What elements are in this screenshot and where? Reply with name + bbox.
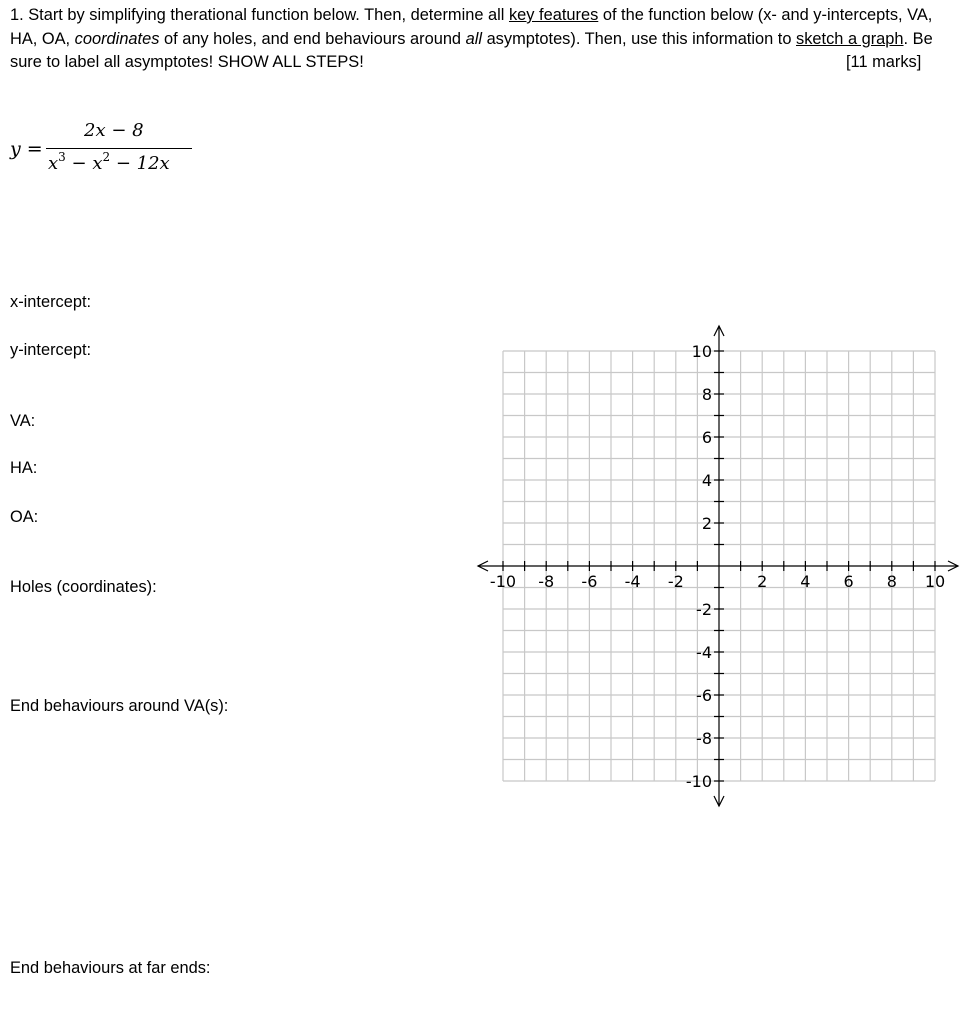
equation-lhs: y = xyxy=(10,138,43,160)
y-tick-label: 6 xyxy=(701,428,712,447)
den-x: x xyxy=(48,153,59,174)
y-tick-label: 2 xyxy=(701,514,712,533)
x-tick-label: 2 xyxy=(757,572,768,591)
y-tick-label: -10 xyxy=(685,772,712,791)
question-part4: asymptotes). Then, use this information to xyxy=(482,29,797,48)
fraction-bar xyxy=(46,148,192,149)
y-axis-top-arrow xyxy=(714,326,724,336)
equation-numerator: 2x − 8 xyxy=(84,120,144,141)
question-part2: of the function below (x- and y-intercepts, VA, HA, OA, xyxy=(10,6,933,48)
y-tick-label: 10 xyxy=(691,342,712,361)
equation-denominator xyxy=(48,151,170,174)
key-features-link: key features xyxy=(508,6,599,24)
sketch-graph-link: sketch a graph xyxy=(796,29,904,48)
x-tick-label: 10 xyxy=(924,572,946,591)
question-part3: of any holes, and end behaviours around xyxy=(159,29,466,48)
x-axis-left-arrow xyxy=(478,561,488,571)
x-tick-label: 6 xyxy=(843,572,854,591)
ha-label: HA: xyxy=(10,459,38,477)
y-tick-label: 4 xyxy=(701,471,712,490)
y-tick-label: -8 xyxy=(696,729,712,748)
question-italic-coordinates: coordinates xyxy=(74,29,160,48)
question-part1: 1. Start by simplifying therational function below. Then, determine all xyxy=(10,6,509,24)
den-exp-3: 3 xyxy=(58,150,66,164)
x-tick-label: -6 xyxy=(581,572,598,591)
den-mid: − x xyxy=(65,153,103,174)
x-tick-label: 4 xyxy=(800,572,811,591)
y-tick-label: -6 xyxy=(696,686,712,705)
holes-label: Holes (coordinates): xyxy=(10,578,157,596)
marks-label: [11 marks] xyxy=(846,53,922,71)
va-label: VA: xyxy=(10,412,36,430)
end-behaviour-va-label: End behaviours around VA(s): xyxy=(10,697,229,715)
x-tick-label: -4 xyxy=(624,572,641,591)
x-tick-label: 8 xyxy=(886,572,897,591)
y-intercept-label: y-intercept: xyxy=(10,341,92,359)
question-part5: . Be sure to label all asymptotes! SHOW ALL STEPS! xyxy=(10,29,933,71)
x-tick-label: -2 xyxy=(667,572,684,591)
y-axis-bottom-arrow xyxy=(714,796,724,806)
y-tick-label: 8 xyxy=(701,385,712,404)
den-exp-2: 2 xyxy=(102,150,111,164)
end-behaviour-far-label: End behaviours at far ends: xyxy=(10,959,211,977)
x-tick-label: -8 xyxy=(538,572,555,591)
y-tick-label: -2 xyxy=(696,600,712,619)
oa-label: OA: xyxy=(10,508,39,526)
den-tail: − 12x xyxy=(110,153,170,174)
x-intercept-label: x-intercept: xyxy=(10,293,92,311)
y-tick-label: -4 xyxy=(696,643,712,662)
question-italic-all: all xyxy=(465,29,483,48)
rational-function-equation xyxy=(10,118,210,178)
x-tick-label: -10 xyxy=(489,572,517,591)
question-text xyxy=(10,4,960,75)
x-axis-right-arrow xyxy=(948,561,958,571)
